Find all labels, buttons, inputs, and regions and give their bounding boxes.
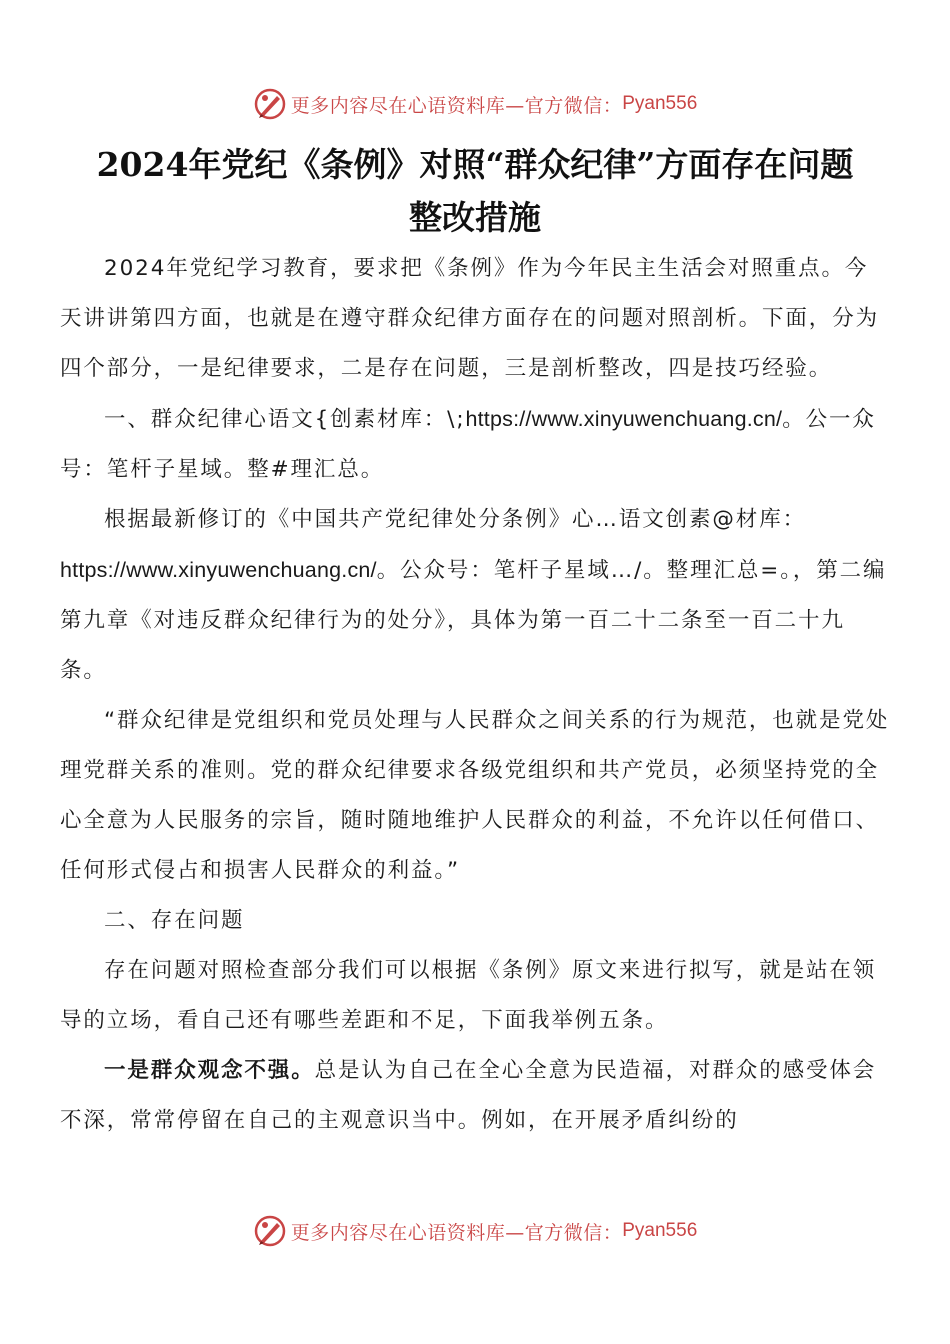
section-one-tail: 。公一众号：笔杆子星域。整#理汇总。 bbox=[60, 407, 876, 482]
section-one-url: https://www.xinyuwenchuang.cn/ bbox=[465, 407, 783, 431]
header-watermark-banner bbox=[0, 84, 950, 124]
banner-text: 更多内容尽在心语资料库—官方微信： bbox=[290, 1221, 623, 1244]
regulation-text: 根据最新修订的《中国共产党纪律处分条例》心…语文创素@材库： bbox=[104, 507, 807, 532]
section-one-text: 一、群众纪律心语文{创素材库：\; bbox=[104, 407, 466, 432]
document-title-line-2: 整改措施 bbox=[409, 198, 541, 237]
paragraph-intro: 2024年党纪学习教育，要求把《条例》作为今年民主生活会对照重点。今天讲讲第四方面，也就是在遵守群众纪律方面存在的问题对照剖析。下面，分为四个部分，一是纪律要求，二是存在问题，三是剖析整改，四是技巧经验。 bbox=[60, 256, 880, 381]
paragraph-regulation-reference bbox=[60, 495, 890, 696]
problem-one-text: 总是认为自己在全心全意为民造福，对群众的感受体会不深，常常停留在自己的主观意识当中。例如，在开展矛盾纠纷的 bbox=[60, 1058, 877, 1133]
pen-logo-icon bbox=[253, 1214, 287, 1248]
paragraph-section-one-heading bbox=[60, 394, 890, 495]
paragraph-problem-one bbox=[60, 1046, 890, 1146]
banner-wechat-id: Pyan556 bbox=[622, 1220, 698, 1241]
section-two-heading: 二、存在问题 bbox=[104, 908, 245, 933]
banner-wechat-id: Pyan556 bbox=[622, 93, 698, 114]
banner-text: 更多内容尽在心语资料库—官方微信： bbox=[290, 94, 623, 117]
footer-watermark-banner bbox=[0, 1211, 950, 1251]
problem-one-lead: 一是群众观念不强。 bbox=[104, 1058, 315, 1083]
paragraph-problems-intro: 存在问题对照检查部分我们可以根据《条例》原文来进行拟写，就是站在领导的立场，看自己还有哪些差距和不足，下面我举例五条。 bbox=[60, 958, 877, 1033]
paragraph-quote: “群众纪律是党组织和党员处理与人民群众之间关系的行为规范，也就是党处理党群关系的准则。党的群众纪律要求各级党组织和共产党员，必须坚持党的全心全意为人民服务的宗旨，随时随地维护人民群众的利益，不允许以任何借口、任何形式侵占和损害人民群众的利益。” bbox=[60, 708, 890, 883]
document-body bbox=[60, 244, 890, 1146]
document-title-line-1: 2024年党纪《条例》对照“群众纪律”方面存在问题 bbox=[96, 145, 854, 184]
pen-logo-icon bbox=[253, 87, 287, 121]
regulation-url: https://www.xinyuwenchuang.cn/ bbox=[60, 558, 377, 582]
regulation-tail: 。公众号：笔杆子星域…/。整理汇总=。，第二编第九章《对违反群众纪律行为的处分》，具体为第一百二十二条至一百二十九条。 bbox=[60, 558, 887, 683]
